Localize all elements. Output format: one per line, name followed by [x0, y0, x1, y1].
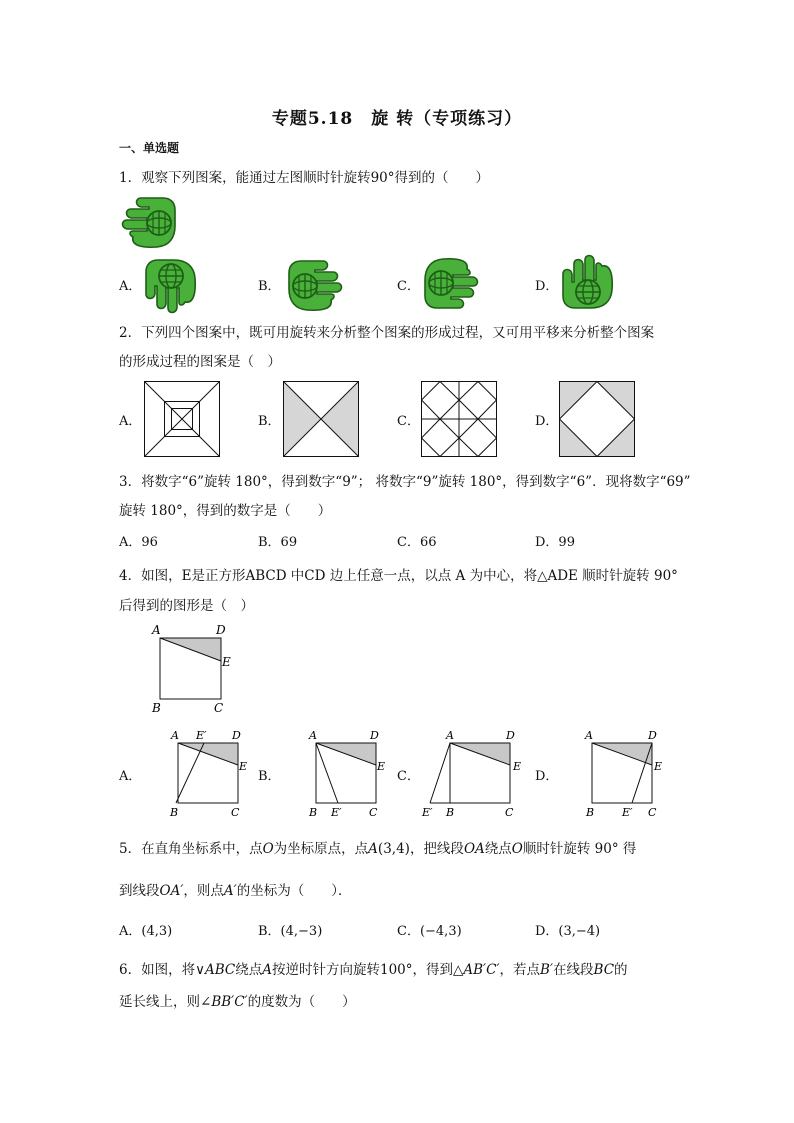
- svg-text:C: C: [505, 806, 514, 819]
- q2-option-b-figure: [283, 381, 359, 457]
- label-a: A: [152, 623, 161, 637]
- q2-option-a[interactable]: A．: [119, 414, 142, 429]
- label-c: C: [214, 701, 224, 715]
- svg-text:D: D: [370, 729, 379, 742]
- page-title: 专题5.18 旋 转（专项练习）: [271, 109, 523, 129]
- svg-text:E′: E′: [196, 729, 207, 742]
- q1-option-d[interactable]: D．: [535, 279, 559, 294]
- q4-option-c[interactable]: C．: [397, 769, 420, 784]
- svg-text:C: C: [648, 806, 657, 819]
- question-5-line-2: 到线段OA′，则点A′的坐标为（ ）．: [119, 883, 352, 899]
- svg-text:D: D: [648, 729, 657, 742]
- svg-text:E: E: [513, 760, 522, 773]
- q3-option-d[interactable]: D．99: [535, 535, 575, 550]
- q1-option-c-hand-icon: [419, 262, 479, 312]
- q4-main-figure: [150, 622, 250, 714]
- q1-option-b-hand-icon: [283, 259, 343, 309]
- question-5-line-1: 5．在直角坐标系中，点O为坐标原点，点A(3,4)，把线段OA绕点O顺时针旋转 90° 得: [119, 841, 637, 857]
- q1-option-a[interactable]: A．: [119, 279, 142, 294]
- svg-text:A: A: [446, 729, 454, 742]
- q3-option-a[interactable]: A．96: [119, 535, 158, 550]
- q1-option-d-hand-icon: [558, 256, 613, 311]
- question-2-line-2: 的形成过程的图案是（ ）: [119, 354, 281, 370]
- question-6-line-2: 延长线上，则∠BB′C′的度数为（ ）: [119, 994, 356, 1010]
- svg-text:A: A: [585, 729, 593, 742]
- q2-option-d-figure: [559, 381, 635, 457]
- svg-text:D: D: [506, 729, 515, 742]
- q4-option-a-figure: [168, 725, 258, 820]
- question-1-text: 1．观察下列图案，能通过左图顺时针旋转90°得到的（ ）: [119, 170, 490, 186]
- q4-option-c-figure: [420, 725, 530, 820]
- q2-option-a-figure: [144, 381, 220, 457]
- svg-text:E′: E′: [422, 806, 433, 819]
- svg-text:E: E: [377, 760, 386, 773]
- svg-text:B: B: [170, 806, 179, 819]
- question-3-line-1: 3．将数字“6”旋转 180°，得到数字“9”； 将数字“9”旋转 180°，得到数字“6”．现将数字“69”: [119, 474, 691, 490]
- question-2-line-1: 2．下列四个图案中，既可用旋转来分析整个图案的形成过程，又可用平移来分析整个图案: [119, 325, 655, 341]
- q3-option-c[interactable]: C．66: [397, 535, 437, 550]
- q2-option-b[interactable]: B．: [258, 414, 281, 429]
- q5-option-b[interactable]: B．(4,−3): [258, 924, 323, 939]
- svg-text:E′: E′: [331, 806, 342, 819]
- q5-option-d[interactable]: D．(3,−4): [535, 924, 601, 939]
- q1-reference-hand-icon: [121, 196, 176, 248]
- q4-option-d[interactable]: D．: [535, 769, 559, 784]
- svg-text:A: A: [171, 729, 179, 742]
- svg-text:A: A: [309, 729, 317, 742]
- label-d: D: [216, 623, 226, 637]
- q4-option-b-figure: [306, 725, 396, 820]
- svg-text:E′: E′: [622, 806, 633, 819]
- svg-text:B: B: [309, 806, 318, 819]
- svg-text:B: B: [586, 806, 595, 819]
- q4-option-b[interactable]: B．: [258, 769, 281, 784]
- q2-option-c[interactable]: C．: [397, 414, 420, 429]
- q5-option-a[interactable]: A．(4,3): [119, 924, 173, 939]
- q2-option-d[interactable]: D．: [535, 414, 559, 429]
- svg-text:C: C: [369, 806, 378, 819]
- q3-option-b[interactable]: B．69: [258, 535, 298, 550]
- q1-option-b[interactable]: B．: [258, 279, 281, 294]
- question-4-line-2: 后得到的图形是（ ）: [119, 598, 254, 614]
- q1-option-c[interactable]: C．: [397, 279, 420, 294]
- q1-option-a-hand-icon: [142, 256, 197, 311]
- q5-option-c[interactable]: C．(−4,3): [397, 924, 462, 939]
- svg-text:B: B: [446, 806, 455, 819]
- question-4-line-1: 4．如图，E是正方形ABCD 中CD 边上任意一点，以点 A 为中心，将△ADE 顺时针旋转 90°: [119, 568, 678, 584]
- svg-text:D: D: [232, 729, 241, 742]
- label-b: B: [152, 701, 161, 715]
- question-3-line-2: 旋转 180°，得到的数字是（ ）: [119, 503, 332, 519]
- svg-text:E: E: [239, 760, 248, 773]
- q2-option-c-figure: [421, 381, 497, 457]
- question-6-line-1: 6．如图，将∨ABC绕点A按逆时针方向旋转100°，得到△AB′C′，若点B′在线段BC的: [119, 962, 628, 978]
- section-heading: 一、单选题: [119, 141, 180, 155]
- label-e: E: [222, 655, 231, 669]
- svg-text:E: E: [654, 760, 663, 773]
- q4-option-a[interactable]: A．: [119, 769, 142, 784]
- svg-text:C: C: [231, 806, 240, 819]
- q4-option-d-figure: [582, 725, 672, 820]
